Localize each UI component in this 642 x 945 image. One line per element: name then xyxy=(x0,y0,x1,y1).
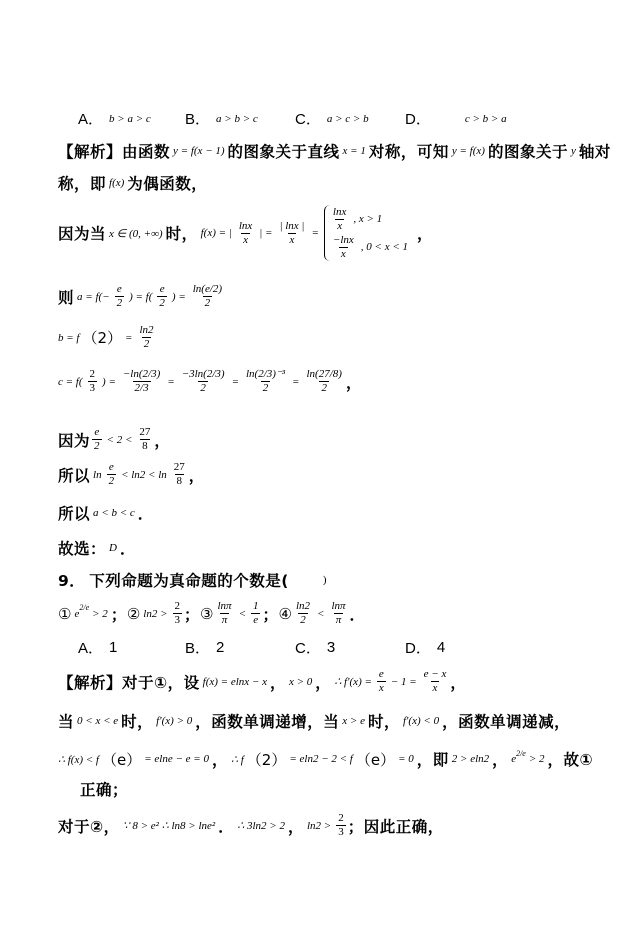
denominator: 8 xyxy=(176,475,183,487)
q9-option-d xyxy=(405,637,451,658)
numerator: ln2 xyxy=(295,600,311,612)
denominator: 3 xyxy=(174,614,181,626)
denominator: 2 xyxy=(108,475,115,487)
text: 当 xyxy=(58,713,75,731)
numerator: 27 xyxy=(139,426,151,438)
case-row xyxy=(329,233,411,261)
q9-option-b xyxy=(185,637,230,658)
separator: ； xyxy=(110,605,127,624)
text: ， xyxy=(417,225,434,243)
denominator: 2 xyxy=(300,614,306,626)
formula: f(x) xyxy=(109,177,125,189)
numerator: e − x xyxy=(423,668,447,680)
question-9-stem xyxy=(58,569,329,591)
formula: b = f xyxy=(58,331,80,344)
analysis-q9-line-4 xyxy=(80,778,128,800)
numerator: e xyxy=(116,283,122,295)
denominator: x xyxy=(289,233,295,246)
numerator: 1 xyxy=(253,600,259,612)
text: 轴对 xyxy=(578,143,611,161)
analysis-q8-line-10 xyxy=(58,537,136,559)
numerator: ln(e/2) xyxy=(192,283,223,295)
fraction xyxy=(277,220,306,247)
text: 所以 xyxy=(58,466,91,485)
formula: ln xyxy=(93,468,102,481)
formula: > 2 xyxy=(528,753,545,765)
formula: 2 > eln2 xyxy=(451,753,490,765)
formula: ln2 > xyxy=(306,819,332,832)
fraction xyxy=(215,600,233,627)
option-label: D． xyxy=(405,111,431,128)
formula: ∴ f′(x) = xyxy=(334,676,372,688)
text: ，函数单调递增，当 xyxy=(195,713,340,731)
fraction xyxy=(107,461,117,488)
denominator: x xyxy=(378,682,384,694)
numerator: e xyxy=(108,461,114,473)
text: （2） xyxy=(246,750,287,769)
formula: y = f(x) xyxy=(451,145,485,157)
text: （e） xyxy=(355,750,396,769)
formula: x = 1 xyxy=(342,145,366,157)
analysis-q8-line-3 xyxy=(58,205,433,261)
fraction xyxy=(304,368,343,395)
formula: = eln2 − 2 < f xyxy=(289,753,353,765)
fraction xyxy=(92,426,102,453)
numerator: −3ln(2/3) xyxy=(181,368,225,380)
text: 因为当 xyxy=(58,225,107,243)
analysis-q9-line-2 xyxy=(58,710,570,732)
formula: ∴ f xyxy=(230,753,244,766)
option-label: A． xyxy=(78,640,104,657)
analysis-q9-line-3 xyxy=(58,748,593,770)
analysis-tag: 【解析】 xyxy=(58,143,123,161)
numerator: e xyxy=(159,283,165,295)
denominator: π xyxy=(335,614,342,626)
formula: e xyxy=(511,753,517,765)
formula: < xyxy=(238,607,246,620)
text: 则 xyxy=(58,288,75,307)
formula: x > 0 xyxy=(288,675,313,688)
text: （e） xyxy=(102,750,142,769)
option-value: 3 xyxy=(326,639,336,656)
text: 所以 xyxy=(58,505,91,523)
denominator: 3 xyxy=(338,826,344,838)
text: 称，即 xyxy=(58,175,107,193)
text: ． xyxy=(137,505,154,523)
formula: c = f( xyxy=(58,375,83,388)
option-text: a > c > b xyxy=(326,112,369,125)
numerator: e xyxy=(94,426,100,438)
text: ，函数单调递减， xyxy=(442,713,571,731)
fraction xyxy=(422,668,449,695)
fraction xyxy=(294,600,312,627)
text: 由函数 xyxy=(122,143,171,161)
formula: ) = xyxy=(171,290,186,303)
analysis-q9-line-5 xyxy=(58,812,444,839)
formula: a < b < c xyxy=(93,507,135,519)
denominator: 2/3 xyxy=(134,382,149,394)
end-mark: ． xyxy=(349,605,366,624)
fraction xyxy=(157,283,167,310)
formula: < xyxy=(317,607,325,620)
text: ， xyxy=(188,466,205,485)
analysis-q8-line-6 xyxy=(58,368,362,395)
formula: ln2 > xyxy=(143,607,168,620)
numerator: lnx xyxy=(238,219,253,232)
formula: | = xyxy=(259,227,273,239)
formula: ∴ f(x) < f xyxy=(58,753,99,766)
text: 的图象关于直线 xyxy=(227,143,340,161)
text: 因为 xyxy=(58,431,91,450)
text: （2） xyxy=(82,329,123,347)
question-number: 9． xyxy=(58,572,86,590)
formula: y xyxy=(570,145,576,157)
option-text: a > b > c xyxy=(216,112,258,125)
denominator: 2 xyxy=(94,440,100,452)
denominator: x xyxy=(243,233,248,246)
formula: = xyxy=(311,227,319,239)
numerator: −ln(2/3) xyxy=(122,368,161,380)
q8-option-b xyxy=(185,108,258,129)
formula: ) = f( xyxy=(129,290,153,303)
option-label: A． xyxy=(78,111,104,128)
text: ， xyxy=(492,751,509,769)
option-label: C． xyxy=(295,111,321,128)
fraction xyxy=(191,283,224,310)
paren-close: ) xyxy=(322,574,327,586)
fraction xyxy=(336,812,346,839)
denominator: x xyxy=(337,219,343,232)
text: ， xyxy=(287,817,304,836)
formula: e xyxy=(74,607,80,620)
formula: < ln2 < ln xyxy=(121,468,167,481)
fraction xyxy=(251,600,261,627)
formula: = xyxy=(231,375,239,388)
formula: < 2 < xyxy=(106,433,133,446)
numerator: ln2 xyxy=(139,324,154,336)
text: ， xyxy=(154,431,171,450)
numerator: lnx xyxy=(332,205,347,218)
formula: > 2 xyxy=(92,607,108,620)
q8-option-c xyxy=(295,108,369,129)
q9-option-c xyxy=(295,637,341,658)
text: 正确； xyxy=(80,781,129,799)
text: 对于②， xyxy=(58,817,120,836)
text: 对称，可知 xyxy=(368,143,449,161)
denominator: 2 xyxy=(159,297,165,309)
formula: = 0 xyxy=(398,753,414,765)
question-text: 下列命题为真命题的个数是( xyxy=(89,572,289,590)
text: 的图象关于 xyxy=(487,143,568,161)
prop-number: ④ xyxy=(278,604,292,623)
analysis-tag: 【解析】 xyxy=(58,673,123,692)
analysis-q8-line-1 xyxy=(58,140,611,162)
formula: = elne − e = 0 xyxy=(144,753,209,765)
fraction xyxy=(172,461,187,488)
text: ， xyxy=(315,673,332,692)
option-text: b > a > c xyxy=(109,112,151,125)
formula: = xyxy=(292,375,300,388)
fraction xyxy=(121,368,162,395)
text: 对于①，设 xyxy=(122,673,200,692)
separator: ； xyxy=(262,605,279,624)
formula: ∵ 8 > e² ∴ ln8 > lne² xyxy=(122,820,216,832)
formula: ∴ 3ln2 > 2 xyxy=(237,820,285,832)
text: ， xyxy=(211,751,228,769)
formula: ) = xyxy=(102,375,116,388)
q8-option-d xyxy=(405,108,507,129)
denominator: e xyxy=(253,614,259,626)
fraction xyxy=(137,426,152,453)
fraction xyxy=(331,234,356,261)
option-label: D． xyxy=(405,640,431,657)
formula: f(x) = | xyxy=(200,227,232,239)
formula: 0 < x < e xyxy=(77,715,119,727)
q9-option-a xyxy=(78,637,123,658)
numerator: lnπ xyxy=(217,600,232,612)
formula: D xyxy=(109,542,117,554)
formula: f(x) = elnx − x xyxy=(202,675,267,688)
denominator: 8 xyxy=(142,440,148,452)
separator: ； xyxy=(184,605,201,624)
fraction xyxy=(237,220,254,247)
text: ， xyxy=(450,673,467,692)
fraction xyxy=(137,324,155,351)
condition: , 0 < x < 1 xyxy=(360,241,409,253)
option-label: C． xyxy=(295,640,321,657)
denominator: 2 xyxy=(200,382,206,394)
analysis-q8-line-2 xyxy=(58,172,207,194)
fraction xyxy=(88,368,98,395)
formula: f′(x) < 0 xyxy=(402,715,440,727)
text: ， xyxy=(269,673,286,692)
denominator: 2 xyxy=(262,382,269,394)
numerator: ln(2/3)⁻³ xyxy=(246,368,286,380)
analysis-q8-line-4 xyxy=(58,283,226,310)
analysis-q8-line-5 xyxy=(58,324,158,351)
numerator: 2 xyxy=(338,812,344,824)
fraction xyxy=(115,283,125,310)
numerator: ln(27/8) xyxy=(306,368,342,380)
numerator: lnπ xyxy=(331,600,346,612)
text: ，故① xyxy=(547,751,594,769)
analysis-q8-line-8 xyxy=(58,461,205,488)
fraction xyxy=(180,368,227,395)
prop-number: ② xyxy=(126,604,141,623)
denominator: 2 xyxy=(204,297,211,309)
formula: = xyxy=(167,375,175,388)
numerator: −lnx xyxy=(332,233,354,246)
fraction xyxy=(377,668,386,695)
option-label: B． xyxy=(185,111,211,128)
exponent: 2/e xyxy=(79,603,90,612)
fraction xyxy=(244,368,287,395)
numerator: 2 xyxy=(174,600,181,612)
text: 故选： xyxy=(58,540,107,558)
option-label: B． xyxy=(185,640,211,657)
case-row xyxy=(329,205,411,233)
formula: = xyxy=(125,331,133,344)
analysis-q8-line-7 xyxy=(58,426,170,453)
denominator: x xyxy=(340,247,346,260)
text: ． xyxy=(218,817,235,836)
text: ；因此正确， xyxy=(347,817,444,836)
fraction xyxy=(173,600,183,627)
question-9-propositions xyxy=(58,600,366,627)
option-value: 4 xyxy=(436,639,446,656)
formula: x ∈ (0, +∞) xyxy=(109,227,163,240)
text: ． xyxy=(119,540,136,558)
numerator: 2 xyxy=(89,368,96,380)
denominator: 3 xyxy=(89,382,96,394)
condition: , x > 1 xyxy=(353,213,383,225)
prop-number: ① xyxy=(58,604,72,623)
text: 时， xyxy=(165,225,198,243)
analysis-q8-line-9 xyxy=(58,502,154,524)
text: ，即 xyxy=(416,751,449,769)
piecewise-brace xyxy=(324,205,411,261)
exponent: 2/e xyxy=(516,748,526,758)
denominator: π xyxy=(221,614,228,626)
fraction xyxy=(331,206,348,233)
denominator: 2 xyxy=(116,297,123,309)
text: 时， xyxy=(121,713,154,731)
formula: − 1 = xyxy=(390,675,417,688)
denominator: 2 xyxy=(143,338,150,350)
fraction xyxy=(329,600,347,627)
formula: y = f(x − 1) xyxy=(173,145,225,157)
denominator: x xyxy=(432,682,438,694)
formula: f′(x) > 0 xyxy=(156,715,193,727)
analysis-q9-line-1 xyxy=(58,668,466,695)
text: 为偶函数， xyxy=(127,175,208,193)
option-text: c > b > a xyxy=(464,112,507,125)
numerator: e xyxy=(378,668,384,680)
denominator: 2 xyxy=(321,382,327,394)
numerator: | lnx | xyxy=(279,219,305,232)
option-value: 2 xyxy=(216,639,225,656)
formula: a = f(− xyxy=(77,290,110,303)
numerator: 27 xyxy=(173,461,185,473)
q8-option-a xyxy=(78,108,151,129)
text: ， xyxy=(345,373,362,392)
text: 时， xyxy=(367,713,400,731)
option-value: 1 xyxy=(109,639,118,656)
formula: x > e xyxy=(342,715,365,727)
prop-number: ③ xyxy=(200,604,214,623)
